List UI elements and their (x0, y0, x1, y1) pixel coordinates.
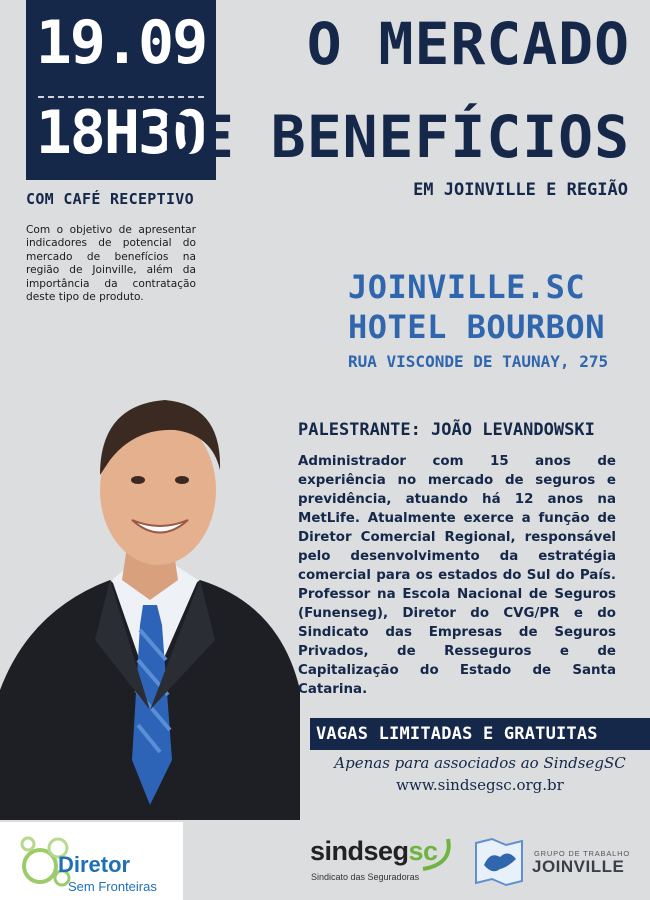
event-extra: COM CAFÉ RECEPTIVO (26, 190, 194, 208)
event-time: 18H30 (35, 98, 207, 168)
diretor-logo-subtitle: Sem Fronteiras (68, 879, 157, 894)
sindseg-logo (308, 832, 458, 892)
speaker-bio: Administrador com 15 anos de experiência no mercado de seguros e previdência, atuando há 12 anos na MetLife. Atualmente exerce a função de Diretor Comercial Regional, responsável pelo desenvolvimento da estratégia comercial para os estados do Sul do País. Professor na Escola Nacional de Seguros (Funenseg), Diretor do CVG/PR e do Sindicato das Empresas de Seguros Privados, de Resseguros e de Capitalização do Estado de Santa Catarina. (298, 454, 616, 697)
title-subtitle: EM JOINVILLE E REGIÃO (413, 180, 628, 200)
vagas-banner: VAGAS LIMITADAS E GRATUITAS (310, 718, 650, 750)
event-date: 19.09 (35, 8, 207, 78)
sindseg-logo-main: sindseg (310, 836, 409, 866)
location-venue: HOTEL BOURBON (348, 308, 605, 346)
diretor-sem-fronteiras-logo (0, 822, 183, 900)
location-city: JOINVILLE.SC (348, 268, 586, 306)
map-icon (472, 835, 526, 889)
gt-logo-big: JOINVILLE (532, 857, 625, 876)
website-link[interactable]: www.sindsegsc.org.br (396, 776, 564, 794)
members-note: Apenas para associados ao SindsegSC (334, 754, 626, 772)
speaker-heading: PALESTRANTE: JOÃO LEVANDOWSKI (298, 420, 595, 440)
swoosh-icon (418, 834, 458, 874)
gt-logo-small: GRUPO DE TRABALHO (534, 849, 630, 858)
sindseg-logo-subtitle: Sindicato das Seguradoras (311, 872, 420, 882)
title-line-1: O MERCADO (306, 10, 630, 78)
diretor-logo-name: Diretor (58, 852, 131, 877)
sindseg-logo-accent: sc (408, 836, 438, 866)
grupo-trabalho-joinville-logo (472, 835, 637, 890)
speaker-photo (0, 390, 300, 820)
title-line-2: DE BENEFÍCIOS (163, 103, 630, 171)
location-address: RUA VISCONDE DE TAUNAY, 275 (348, 352, 609, 371)
event-intro: Com o objetivo de apresentar indicadores de potencial do mercado de benefícios na região de Joinville, além da importância da contratação deste tipo de produto. (26, 224, 196, 304)
